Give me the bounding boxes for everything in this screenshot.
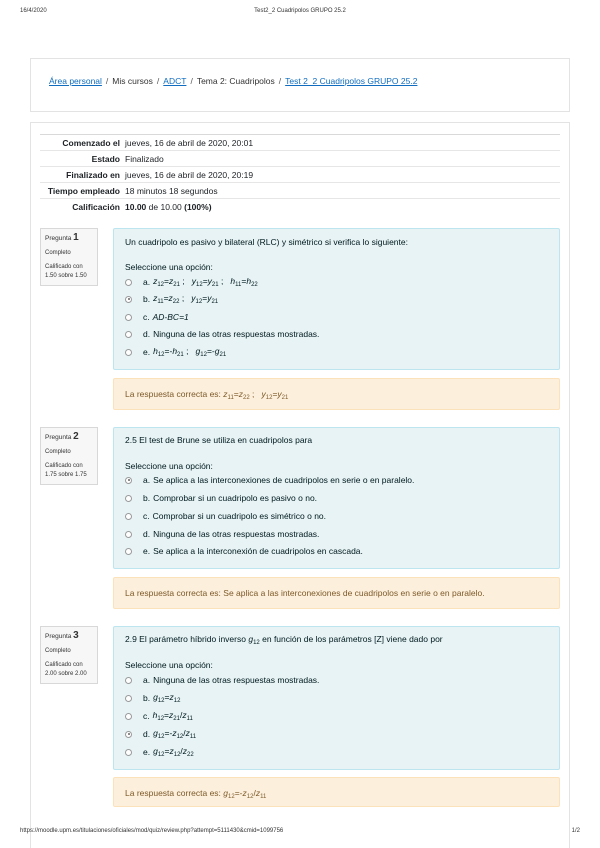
summary-label: Calificación <box>72 202 120 212</box>
breadcrumb-course[interactable]: ADCT <box>163 76 187 86</box>
radio-button[interactable] <box>125 749 132 756</box>
feedback-text <box>125 788 266 800</box>
breadcrumb-mis-cursos: Mis cursos <box>112 76 153 86</box>
grade-line-2: 1.50 sobre 1.50 <box>45 273 87 279</box>
option-text: Ninguna de las otras respuestas mostradas. <box>153 329 320 339</box>
grade-line-2: 2.00 sobre 2.00 <box>45 671 87 677</box>
answer-prompt: Seleccione una opción: <box>125 660 213 670</box>
option-text: Ninguna de las otras respuestas mostradas. <box>153 529 320 539</box>
question-text-after: en función de los parámetros [Z] viene dado por <box>262 634 443 644</box>
question-label: Pregunta <box>45 235 72 242</box>
option-letter: a. <box>143 475 151 485</box>
radio-button[interactable] <box>125 331 132 338</box>
option-letter: a. <box>143 675 151 685</box>
grade-line-2: 1.75 sobre 1.75 <box>45 472 87 478</box>
feedback-answer: Se aplica a las interconexiones de cuadripolos en serie o en paralelo. <box>223 588 485 598</box>
question-text: Un cuadripolo es pasivo y bilateral (RLC) y simétrico si verifica lo siguiente: <box>125 237 408 247</box>
option-c[interactable] <box>125 510 326 522</box>
breadcrumb <box>49 76 417 86</box>
breadcrumb-separator: / <box>156 76 160 86</box>
question-number: 2 <box>73 431 79 442</box>
summary-value: 18 minutos 18 segundos <box>125 186 218 196</box>
radio-button[interactable] <box>125 531 132 538</box>
question-label: Pregunta <box>45 633 72 640</box>
option-letter: c. <box>143 511 150 521</box>
radio-button[interactable] <box>125 695 132 702</box>
option-letter: d. <box>143 529 151 539</box>
option-e[interactable] <box>125 746 194 758</box>
option-letter: c. <box>143 711 150 721</box>
feedback-text <box>125 389 288 401</box>
summary-value: jueves, 16 de abril de 2020, 20:01 <box>125 138 254 148</box>
option-d[interactable] <box>125 528 319 540</box>
option-letter: e. <box>143 747 151 757</box>
radio-button[interactable] <box>125 513 132 520</box>
grade-of: de 10.00 <box>148 202 182 212</box>
question-grade <box>45 661 93 679</box>
question-1-content <box>113 228 560 370</box>
question-1-info <box>40 228 98 286</box>
question-1-feedback <box>113 378 560 410</box>
feedback-text <box>125 588 485 598</box>
radio-button[interactable] <box>125 713 132 720</box>
option-b[interactable] <box>125 492 317 504</box>
feedback-prefix: La respuesta correcta es: <box>125 389 221 399</box>
breadcrumb-separator: / <box>190 76 193 86</box>
question-state: Completo <box>45 449 71 455</box>
summary-value <box>125 199 560 214</box>
answer-prompt: Seleccione una opción: <box>125 461 213 471</box>
option-formula: $h_{12}=-h_{21}$ ; $g_{12}=-g_{21}$ <box>153 346 227 358</box>
question-state: Completo <box>45 648 71 654</box>
question-grade <box>45 263 93 281</box>
print-date: 16/4/2020 <box>20 8 47 14</box>
option-d[interactable] <box>125 728 196 740</box>
radio-button[interactable] <box>125 314 132 321</box>
question-grade <box>45 462 93 480</box>
radio-button-selected[interactable] <box>125 296 132 303</box>
option-letter: d. <box>143 729 151 739</box>
summary-row-state <box>40 150 560 166</box>
option-formula: $h_{12}=z_{21}/z_{11}$ <box>152 710 193 722</box>
option-a[interactable] <box>125 276 258 288</box>
radio-button[interactable] <box>125 495 132 502</box>
grade-line-1: Calificado con <box>45 264 83 270</box>
radio-button[interactable] <box>125 677 132 684</box>
print-title: Test2_2 Cuadripolos GRUPO 25.2 <box>254 8 346 14</box>
summary-label: Estado <box>91 154 120 164</box>
grade-line-1: Calificado con <box>45 463 83 469</box>
option-formula: $z_{12}=z_{21}$ ; $y_{12}=y_{21}$ ; $h_{11}=h_{22}$ <box>153 276 258 288</box>
option-letter: a. <box>143 277 151 287</box>
summary-label: Comenzado el <box>62 138 120 148</box>
option-text: Se aplica a la interconexión de cuadripolos en cascada. <box>153 546 363 556</box>
option-e[interactable] <box>125 346 226 358</box>
question-text: 2.9 El parámetro híbrido inverso $g_{12}$ en función de los parámetros [Z] viene dado por <box>125 634 443 646</box>
question-3-content <box>113 626 560 770</box>
print-header <box>20 8 580 18</box>
option-b[interactable] <box>125 293 218 305</box>
option-letter: e. <box>143 347 151 357</box>
option-c[interactable] <box>125 311 189 323</box>
breadcrumb-separator: / <box>278 76 282 86</box>
question-text: 2.5 El test de Brune se utiliza en cuadripolos para <box>125 435 313 445</box>
option-formula: $g_{12}=-z_{12}/z_{11}$ <box>153 728 197 740</box>
breadcrumb-separator: / <box>105 76 109 86</box>
option-text: Se aplica a las interconexiones de cuadripolos en serie o en paralelo. <box>153 475 415 485</box>
grade-score: 10.00 <box>125 202 147 212</box>
radio-button[interactable] <box>125 349 132 356</box>
question-3-info <box>40 626 98 684</box>
radio-button[interactable] <box>125 279 132 286</box>
attempt-summary-table <box>40 134 560 214</box>
feedback-prefix: La respuesta correcta es: <box>125 588 221 598</box>
option-formula: $z_{11}=z_{22}$ ; $y_{12}=y_{21}$ <box>153 293 219 305</box>
summary-label: Finalizado en <box>66 170 120 180</box>
option-e[interactable] <box>125 545 363 557</box>
summary-row-started <box>40 134 560 150</box>
grade-line-1: Calificado con <box>45 662 83 668</box>
option-formula: AD-BC=1 <box>152 312 189 322</box>
option-a[interactable] <box>125 474 414 486</box>
print-page-number: 1/2 <box>571 828 580 834</box>
summary-row-finished <box>40 166 560 182</box>
option-letter: c. <box>143 312 150 322</box>
summary-label: Tiempo empleado <box>47 186 120 196</box>
breadcrumb-area-personal[interactable]: Área personal <box>49 76 102 86</box>
question-text-before: 2.9 El parámetro híbrido inverso <box>125 634 246 644</box>
summary-row-time <box>40 182 560 198</box>
option-b[interactable] <box>125 692 180 704</box>
print-url: https://moodle.upm.es/titulaciones/oficiales/mod/quiz/review.php?attempt=5111430&cmid=1099756 <box>20 828 284 834</box>
question-2-info <box>40 427 98 485</box>
question-3-feedback <box>113 777 560 807</box>
option-text: Comprobar si un cuadripolo es simétrico o no. <box>152 511 327 521</box>
breadcrumb-topic: Tema 2: Cuadripolos <box>196 76 275 86</box>
question-number: 3 <box>73 630 79 641</box>
question-2-content <box>113 427 560 569</box>
answer-prompt: Seleccione una opción: <box>125 262 213 272</box>
option-letter: d. <box>143 329 151 339</box>
summary-row-grade <box>40 198 560 214</box>
feedback-formula: $z_{11}=z_{22}$ ; $y_{12}=y_{21}$ <box>223 389 289 401</box>
question-label: Pregunta <box>45 434 72 441</box>
option-letter: b. <box>143 294 151 304</box>
breadcrumb-container <box>30 58 570 112</box>
option-c[interactable] <box>125 710 193 722</box>
option-d[interactable] <box>125 328 319 340</box>
option-text: Comprobar si un cuadripolo es pasivo o no. <box>153 493 318 503</box>
option-formula: $g_{12}=z_{12}$ <box>153 692 181 704</box>
option-letter: b. <box>143 693 151 703</box>
option-letter: e. <box>143 546 151 556</box>
question-state: Completo <box>45 250 71 256</box>
option-text: Ninguna de las otras respuestas mostradas. <box>153 675 320 685</box>
question-2-feedback <box>113 577 560 609</box>
feedback-formula: $g_{12}=-z_{12}/z_{11}$ <box>223 788 267 800</box>
feedback-prefix: La respuesta correcta es: <box>125 788 221 798</box>
breadcrumb-quiz[interactable]: Test 2_2 Cuadripolos GRUPO 25.2 <box>285 76 418 86</box>
print-footer <box>20 828 580 838</box>
option-formula: $g_{12}=z_{12}/z_{22}$ <box>153 746 194 758</box>
question-number: 1 <box>73 232 79 243</box>
radio-button-selected[interactable] <box>125 477 132 484</box>
option-letter: b. <box>143 493 151 503</box>
summary-value: Finalizado <box>125 154 164 164</box>
radio-button[interactable] <box>125 548 132 555</box>
option-a[interactable] <box>125 674 319 686</box>
radio-button-selected[interactable] <box>125 731 132 738</box>
summary-value: jueves, 16 de abril de 2020, 20:19 <box>125 170 254 180</box>
grade-percent: (100%) <box>184 202 212 212</box>
